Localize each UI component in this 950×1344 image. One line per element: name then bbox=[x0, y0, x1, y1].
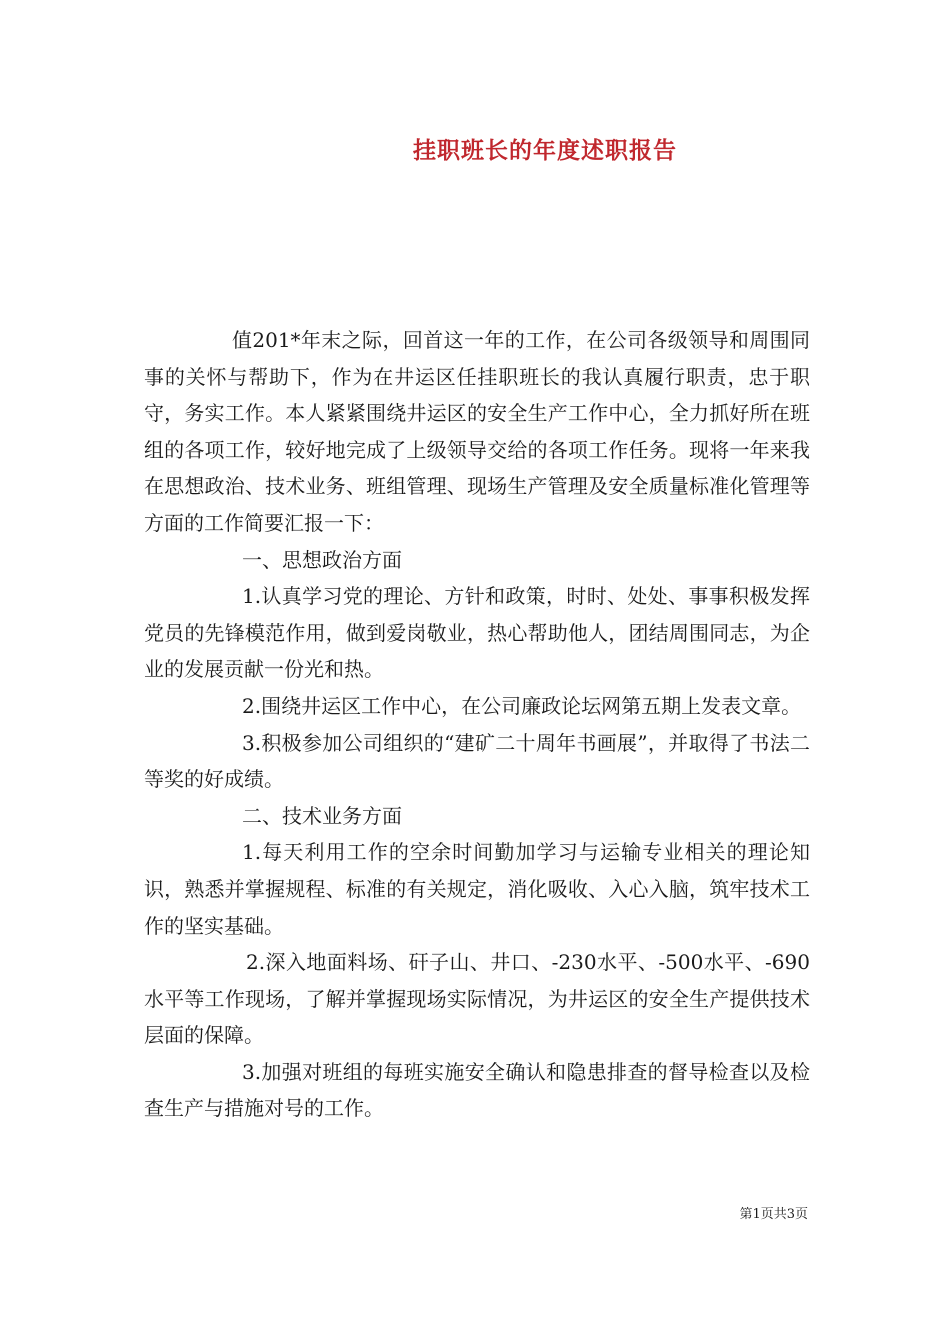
intro-paragraph: 值201*年末之际，回首这一年的工作，在公司各级领导和周围同事的关怀与帮助下，作为在井运区任挂职班长的我认真履行职责，忠于职守，务实工作。本人紧紧围绕井运区的安全生产工作中心，全力抓好所在班组的各项工作，较好地完成了上级领导交给的各项工作任务。现将一年来我在思想政治、技术业务、班组管理、现场生产管理及安全质量标准化管理等方面的工作简要汇报一下： bbox=[144, 328, 810, 535]
technical-item-3: 3.加强对班组的每班实施安全确认和隐患排查的督导检查以及检查生产与措施对号的工作。 bbox=[144, 1059, 810, 1121]
political-item-1: 1.认真学习党的理论、方针和政策，时时、处处、事事积极发挥党员的先锋模范作用，做到爱岗敬业，热心帮助他人，团结周围同志，为企业的发展贡献一份光和热。 bbox=[144, 584, 810, 682]
page-number: 第1页共3页 bbox=[739, 1207, 808, 1222]
document-title: 挂职班长的年度述职报告 bbox=[413, 137, 677, 164]
technical-item-1: 1.每天利用工作的空余时间勤加学习与运输专业相关的理论知识，熟悉并掌握规程、标准的有关规定，消化吸收、入心入脑，筑牢技术工作的坚实基础。 bbox=[144, 840, 810, 938]
document-body bbox=[144, 322, 810, 1127]
section-heading-political: 一、思想政治方面 bbox=[242, 547, 402, 572]
political-item-3: 3.积极参加公司组织的“建矿二十周年书画展”，并取得了书法二等奖的好成绩。 bbox=[144, 730, 810, 792]
technical-item-2: 2.深入地面料场、矸子山、井口、-230水平、-500水平、-690水平等工作现场，了解并掌握现场实际情况，为井运区的安全生产提供技术层面的保障。 bbox=[144, 950, 810, 1048]
section-heading-technical: 二、技术业务方面 bbox=[242, 803, 402, 828]
political-item-2: 2.围绕井运区工作中心，在公司廉政论坛网第五期上发表文章。 bbox=[242, 693, 802, 718]
